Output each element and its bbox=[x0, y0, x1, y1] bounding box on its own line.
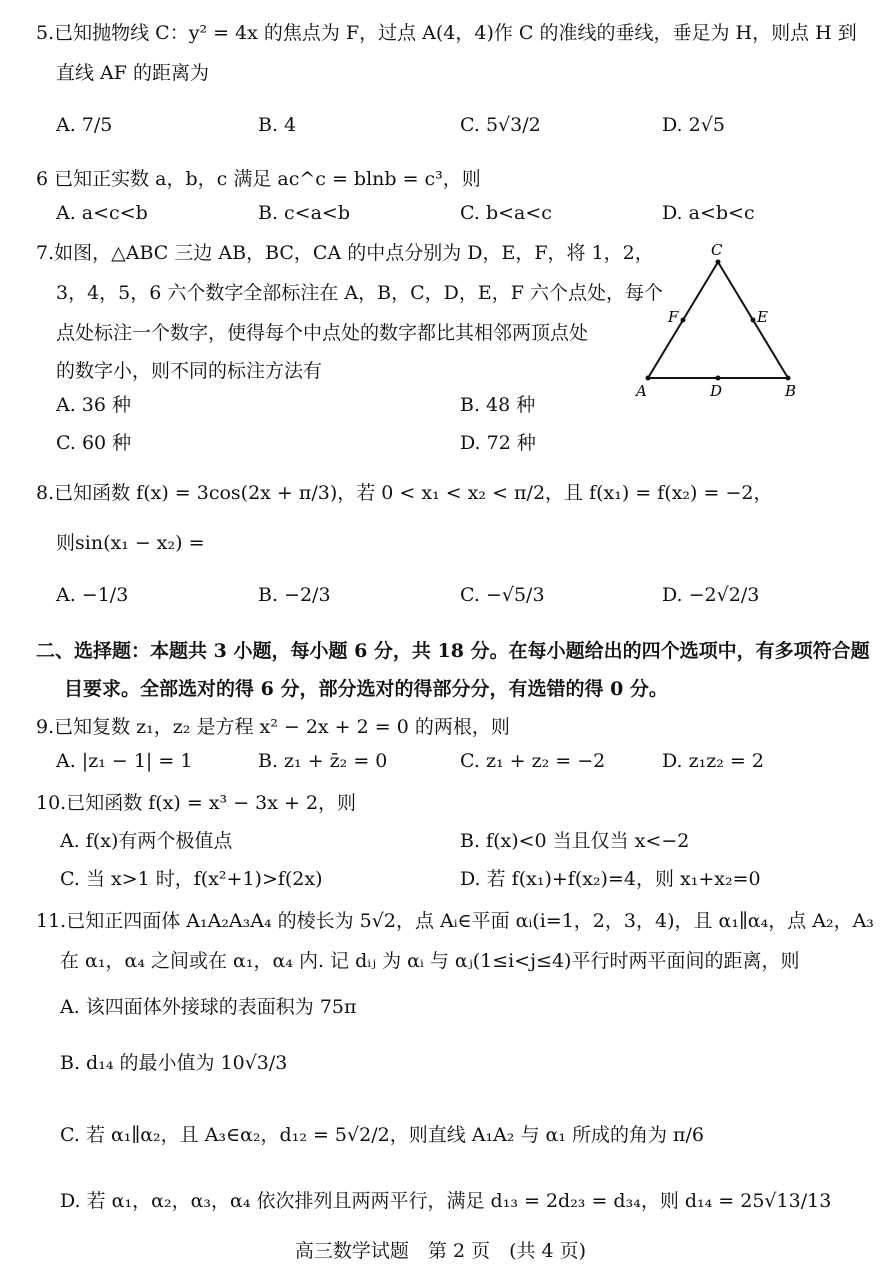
q10-option-b: B. f(x)<0 当且仅当 x<−2 bbox=[460, 830, 690, 852]
q11-option-b: B. d₁₄ 的最小值为 10√3/3 bbox=[60, 1052, 288, 1074]
q10-stem: 10.已知函数 f(x) = x³ − 3x + 2，则 bbox=[36, 792, 357, 814]
q7-stem-line1: 7.如图，△ABC 三边 AB，BC，CA 的中点分别为 D，E，F，将 1，2， bbox=[36, 242, 654, 264]
point-a bbox=[646, 376, 651, 381]
point-e bbox=[751, 318, 756, 323]
q9-option-d: D. z₁z₂ = 2 bbox=[662, 750, 764, 772]
triangle-outline bbox=[648, 262, 788, 378]
q11-stem-line1: 11.已知正四面体 A₁A₂A₃A₄ 的棱长为 5√2，点 Aᵢ∈平面 αᵢ(i=1，2，3，4)，且 α₁∥α₄，点 A₂，A₃ bbox=[36, 910, 874, 932]
label-b: B bbox=[785, 382, 797, 400]
label-a: A bbox=[636, 382, 647, 400]
q5-option-d: D. 2√5 bbox=[662, 114, 725, 136]
q10-option-a: A. f(x)有两个极值点 bbox=[60, 830, 233, 852]
label-f: F bbox=[668, 308, 679, 326]
point-f bbox=[681, 318, 686, 323]
section2-heading-line2: 目要求。全部选对的得 6 分，部分选对的得部分分，有选错的得 0 分。 bbox=[64, 678, 668, 700]
point-b bbox=[786, 376, 791, 381]
q8-option-c: C. −√5/3 bbox=[460, 584, 545, 606]
q7-option-a: A. 36 种 bbox=[56, 394, 132, 416]
q8-option-d: D. −2√2/3 bbox=[662, 584, 760, 606]
q11-option-d: D. 若 α₁，α₂，α₃，α₄ 依次排列且两两平行，满足 d₁₃ = 2d₂₃ = d₃₄，则 d₁₄ = 25√13/13 bbox=[60, 1190, 832, 1212]
q7-option-d: D. 72 种 bbox=[460, 432, 536, 454]
page-footer: 高三数学试题 第 2 页 (共 4 页) bbox=[294, 1240, 587, 1262]
q6-option-a: A. a<c<b bbox=[56, 202, 148, 224]
q11-stem-line2: 在 α₁，α₄ 之间或在 α₁，α₄ 内. 记 dᵢⱼ 为 αᵢ 与 αⱼ(1≤i<j≤4)平行时两平面间的距离，则 bbox=[60, 950, 800, 972]
q7-option-b: B. 48 种 bbox=[460, 394, 536, 416]
q7-stem-line3: 点处标注一个数字，使得每个中点处的数字都比其相邻两顶点处 bbox=[56, 322, 589, 344]
q7-stem-line2: 3，4，5，6 六个数字全部标注在 A，B，C，D，E，F 六个点处，每个 bbox=[56, 282, 663, 304]
q8-stem-line2: 则sin(x₁ − x₂) = bbox=[56, 532, 205, 554]
q5-stem-line1: 5.已知抛物线 C：y² = 4x 的焦点为 F，过点 A(4，4)作 C 的准线的垂线，垂足为 H，则点 H 到 bbox=[36, 22, 857, 44]
q8-option-b: B. −2/3 bbox=[258, 584, 331, 606]
q6-option-d: D. a<b<c bbox=[662, 202, 755, 224]
q10-option-d: D. 若 f(x₁)+f(x₂)=4，则 x₁+x₂=0 bbox=[460, 868, 761, 890]
label-e: E bbox=[757, 308, 768, 326]
q9-option-c: C. z₁ + z₂ = −2 bbox=[460, 750, 606, 772]
q7-stem-line4: 的数字小，则不同的标注方法有 bbox=[56, 360, 323, 382]
q11-option-c: C. 若 α₁∥α₂，且 A₃∈α₂，d₁₂ = 5√2/2，则直线 A₁A₂ 与 α₁ 所成的角为 π/6 bbox=[60, 1124, 705, 1146]
q9-stem: 9.已知复数 z₁，z₂ 是方程 x² − 2x + 2 = 0 的两根，则 bbox=[36, 716, 510, 738]
q5-option-c: C. 5√3/2 bbox=[460, 114, 541, 136]
q5-option-a: A. 7/5 bbox=[56, 114, 113, 136]
q9-option-a: A. |z₁ − 1| = 1 bbox=[56, 750, 193, 772]
q6-option-c: C. b<a<c bbox=[460, 202, 552, 224]
q6-option-b: B. c<a<b bbox=[258, 202, 351, 224]
q5-option-b: B. 4 bbox=[258, 114, 297, 136]
q11-option-a: A. 该四面体外接球的表面积为 75π bbox=[60, 996, 357, 1018]
label-c: C bbox=[711, 241, 723, 259]
point-d bbox=[716, 376, 721, 381]
q8-option-a: A. −1/3 bbox=[56, 584, 129, 606]
label-d: D bbox=[710, 382, 723, 400]
q10-option-c: C. 当 x>1 时，f(x²+1)>f(2x) bbox=[60, 868, 323, 890]
point-c bbox=[716, 260, 721, 265]
q9-option-b: B. z₁ + z̄₂ = 0 bbox=[258, 750, 388, 772]
q7-option-c: C. 60 种 bbox=[56, 432, 132, 454]
q6-stem: 6 已知正实数 a，b，c 满足 ac^c = blnb = c³，则 bbox=[36, 168, 481, 190]
section2-heading-line1: 二、选择题：本题共 3 小题，每小题 6 分，共 18 分。在每小题给出的四个选项中，有多项符合题 bbox=[36, 640, 870, 662]
q8-stem-line1: 8.已知函数 f(x) = 3cos(2x + π/3)，若 0 < x₁ < x₂ < π/2，且 f(x₁) = f(x₂) = −2， bbox=[36, 482, 773, 504]
q5-stem-line2: 直线 AF 的距离为 bbox=[56, 62, 209, 84]
